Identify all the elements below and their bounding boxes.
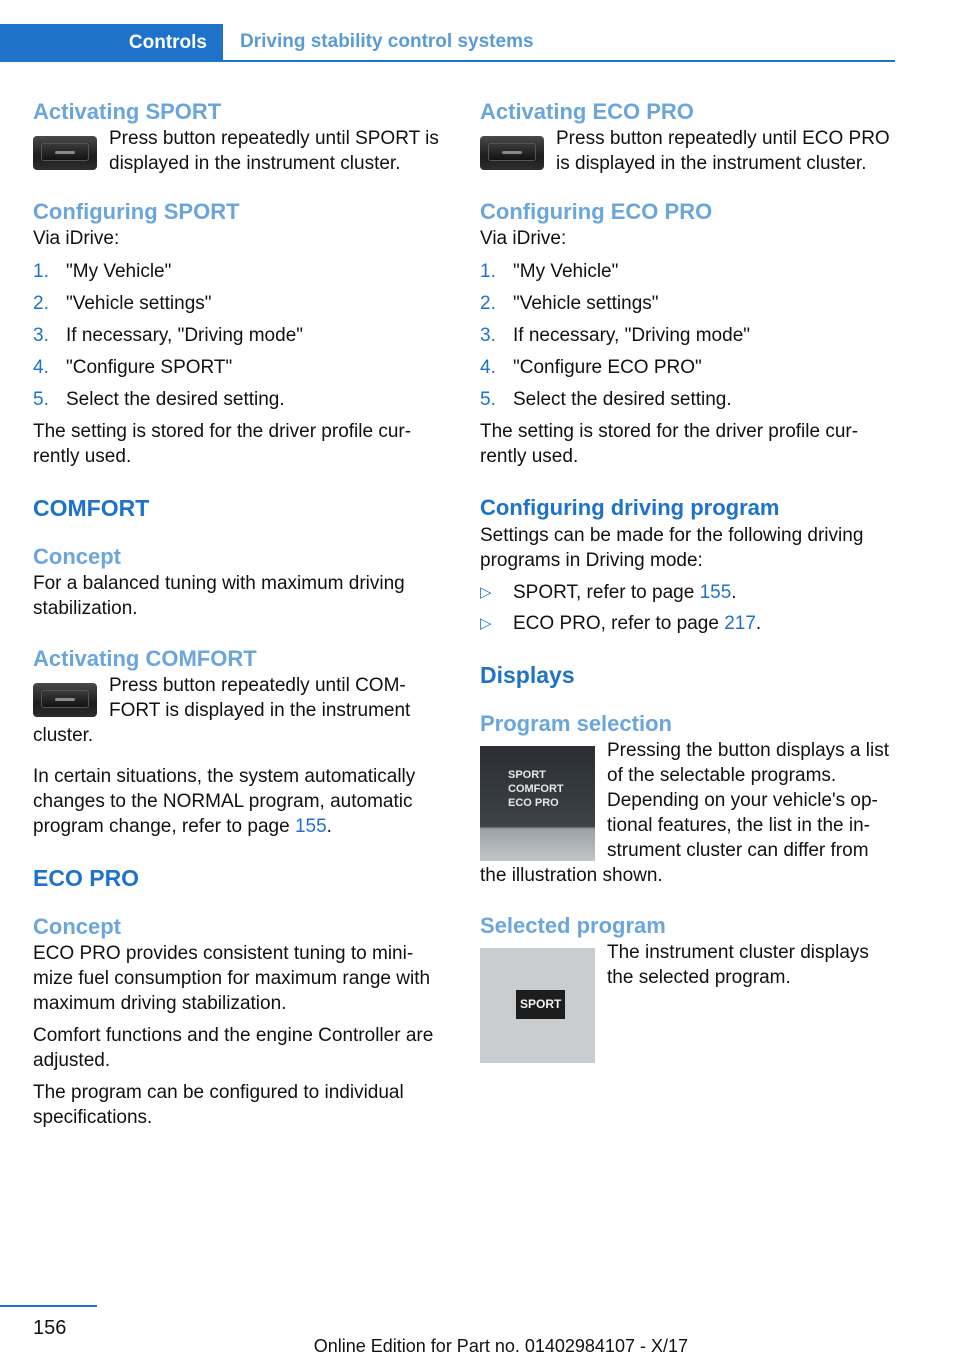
program-selection-image [480, 746, 595, 861]
via-idrive-label: Via iDrive: [480, 228, 567, 249]
activating-comfort-text: Press button repeatedly until COMFORT is displayed in the instrument cluster. [33, 675, 411, 746]
driving-mode-button-icon [33, 683, 97, 717]
configuring-program-text: Settings can be made for the following driving programs in Driving mode: [480, 525, 864, 571]
concept-eco-text: ECO PRO provides consistent tuning to minimize fuel consumption for maximum range with maximum driving stabilization. [33, 943, 431, 1014]
heading-activating-sport: Activating SPORT [33, 99, 222, 124]
footer-rule [0, 1305, 97, 1307]
program-selection-text: Pressing the button displays a list of the selectable programs. Depending on your vehicle's optional features, the list in the instrument cluster can differ from the illustration shown. [480, 740, 889, 886]
comfort-functions-text: Comfort functions and the engine Controller are adjusted. [33, 1025, 434, 1071]
heading-concept-eco: Concept [33, 914, 121, 939]
heading-program-selection: Program selection [480, 711, 672, 736]
list-item: 4. "Configure ECO PRO" [480, 357, 702, 378]
heading-comfort: COMFORT [33, 495, 150, 521]
list-item: 3. If necessary, "Driving mode" [33, 325, 303, 346]
heading-configuring-sport: Configuring SPORT [33, 199, 240, 224]
list-item: 1. "My Vehicle" [480, 261, 619, 282]
program-list [480, 580, 890, 636]
page-header [0, 24, 895, 62]
heading-selected-program: Selected program [480, 913, 666, 938]
driving-mode-button-icon [33, 136, 97, 170]
heading-displays: Displays [480, 662, 575, 688]
selected-program-label: SPORT [516, 990, 565, 1019]
page-link-217[interactable]: 217 [724, 613, 756, 634]
selected-program-text: The instrument cluster displays the selected program. [607, 942, 869, 988]
automatic-change-text: In certain situations, the system automatically changes to the NORMAL program, automatic program change, refer to page 155. [33, 766, 416, 837]
heading-activating-eco-pro: Activating ECO PRO [480, 99, 694, 124]
heading-activating-comfort: Activating COMFORT [33, 646, 257, 671]
list-item: ▷ SPORT, refer to page 155. [480, 582, 737, 603]
page-number: 156 [33, 1317, 67, 1339]
list-item: 4. "Configure SPORT" [33, 357, 233, 378]
activating-eco-text: Press button repeatedly until ECO PRO is displayed in the instrument cluster. [556, 128, 890, 174]
setting-stored-text: The setting is stored for the driver profile currently used. [33, 421, 412, 467]
activating-sport-text: Press button repeatedly until SPORT is displayed in the instrument cluster. [109, 128, 439, 174]
list-item: 2. "Vehicle settings" [33, 293, 212, 314]
heading-configuring-eco-pro: Configuring ECO PRO [480, 199, 713, 224]
steps-list-eco [480, 259, 890, 412]
left-column [33, 98, 443, 1130]
steps-list-sport [33, 259, 443, 412]
header-tab-controls: Controls [0, 24, 223, 62]
heading-concept-comfort: Concept [33, 544, 121, 569]
header-rule [0, 60, 895, 62]
list-item: ▷ ECO PRO, refer to page 217. [480, 613, 762, 634]
heading-configuring-driving-program: Configuring driving program [480, 495, 780, 520]
program-config-text: The program can be configured to individual specifications. [33, 1082, 404, 1128]
heading-eco-pro: ECO PRO [33, 865, 140, 891]
setting-stored-text: The setting is stored for the driver profile currently used. [480, 421, 859, 467]
via-idrive-label: Via iDrive: [33, 228, 120, 249]
right-column [480, 98, 890, 1063]
page-link-155[interactable]: 155 [699, 582, 732, 603]
triangle-bullet-icon: ▷ [480, 615, 492, 632]
concept-comfort-text: For a balanced tuning with maximum driving stabilization. [33, 573, 405, 619]
list-item: 1. "My Vehicle" [33, 261, 172, 282]
program-options: SPORT COMFORT ECO PRO [508, 769, 564, 809]
header-section-title: Driving stability control systems [240, 31, 534, 52]
list-item: 3. If necessary, "Driving mode" [480, 325, 750, 346]
driving-mode-button-icon [480, 136, 544, 170]
selected-program-image [480, 948, 595, 1063]
list-item: 2. "Vehicle settings" [480, 293, 659, 314]
list-item: 5. Select the desired setting. [480, 389, 732, 410]
edition-text: Online Edition for Part no. 01402984107 - X/17 [313, 1336, 688, 1356]
triangle-bullet-icon: ▷ [480, 584, 492, 601]
page-link-155[interactable]: 155 [294, 816, 327, 837]
list-item: 5. Select the desired setting. [33, 389, 285, 410]
